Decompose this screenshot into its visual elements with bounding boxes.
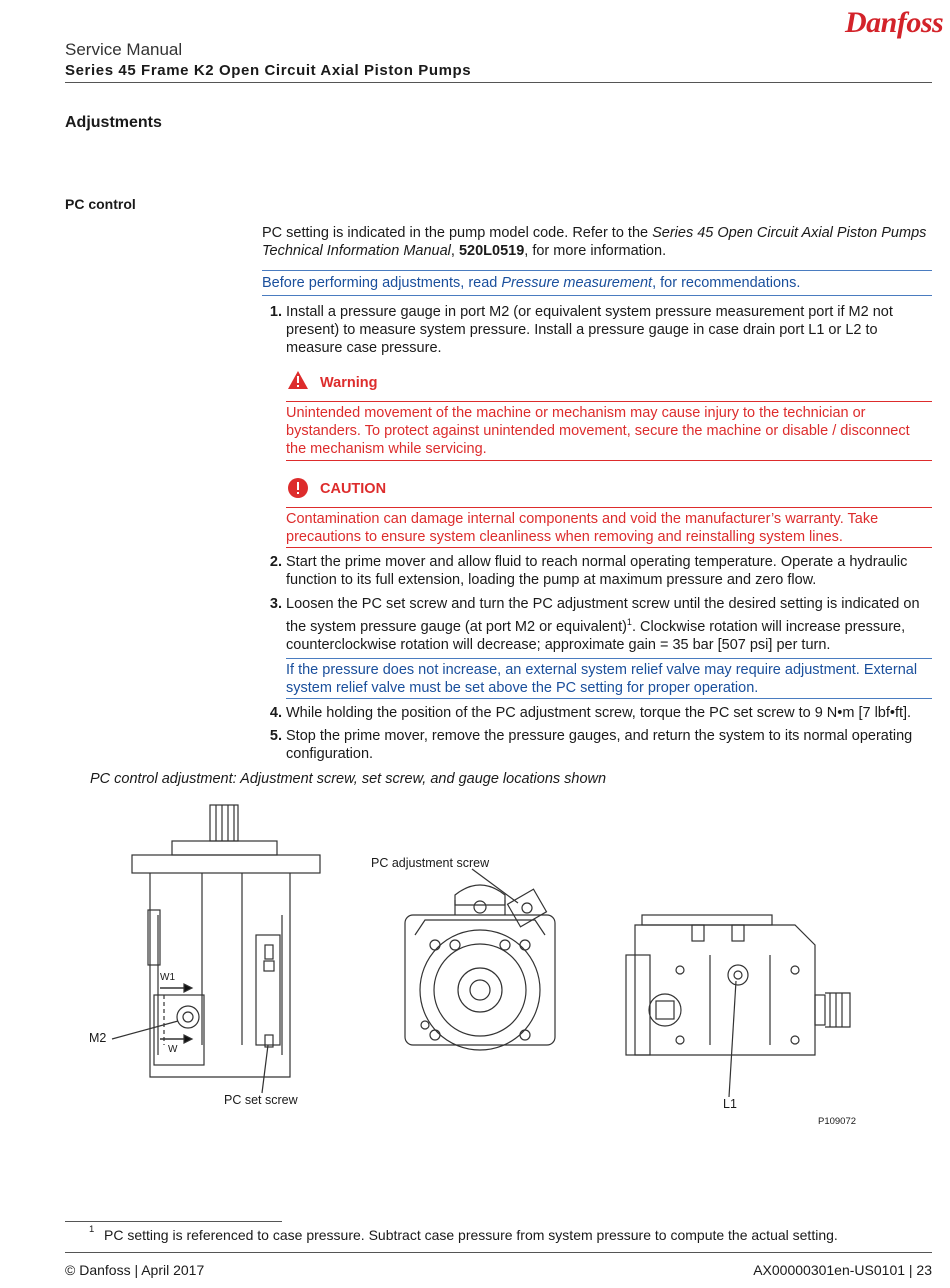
exclamation-circle-icon — [287, 477, 309, 499]
footnote-ref: 1 — [626, 617, 632, 627]
footer-doc-number: AX00000301en-US0101 | 23 — [753, 1262, 932, 1278]
m2-label: M2 — [89, 1031, 107, 1045]
intro-paragraph — [262, 224, 927, 260]
pump-side-view — [132, 805, 320, 1077]
warning-triangle-icon — [287, 370, 309, 390]
note1-pre: Before performing adjustments, read — [262, 275, 502, 291]
step-2-number: 2. — [269, 554, 282, 570]
note2-bottom-rule — [286, 698, 932, 699]
warning-bottom-rule — [286, 460, 932, 461]
caution-text: Contamination can damage internal components and void the manufacturer’s warranty. Take precautions to ensure system cleanliness when removing and reinstalling system lines. — [286, 511, 879, 545]
step-1-number: 1. — [269, 304, 282, 320]
danfoss-logo: Danfoss — [845, 6, 944, 39]
header-rule — [65, 82, 932, 83]
doc-title: Series 45 Frame K2 Open Circuit Axial Piston Pumps — [65, 62, 472, 79]
pc-adjustment-screw-leader — [472, 869, 518, 903]
footer-rule — [65, 1252, 932, 1253]
caution-bottom-rule — [286, 547, 932, 548]
intro-post: , for more information. — [524, 243, 667, 259]
doc-type: Service Manual — [65, 40, 183, 59]
intro-ref-title: Series 45 Open Circuit Axial Piston Pumps Technical Information Manual — [262, 225, 927, 259]
note1-bottom-rule — [262, 295, 932, 296]
step-4-text: While holding the position of the PC adjustment screw, torque the PC set screw to 9 N•m [7 lbf•ft]. — [286, 705, 912, 721]
intro-pre: PC setting is indicated in the pump model code. Refer to the — [262, 225, 653, 241]
step-3-number: 3. — [269, 596, 282, 612]
pump-illustration — [60, 795, 880, 1135]
subsection-title: PC control — [65, 196, 136, 212]
pc-set-screw-label: PC set screw — [224, 1093, 298, 1107]
step-5-number: 5. — [269, 728, 282, 744]
m2-leader — [112, 1021, 178, 1039]
note1-top-rule — [262, 270, 932, 271]
caution-top-rule — [286, 507, 932, 508]
step-3-text — [286, 595, 931, 654]
figure-caption: PC control adjustment: Adjustment screw, set screw, and gauge locations shown — [90, 771, 607, 787]
step-1-text: Install a pressure gauge in port M2 (or equivalent system pressure measurement port if M2 not present) to measure system pressure. Install a pressure gauge in case drain port L1 or L2 to measure case pressure. — [286, 304, 893, 356]
pc-set-screw-leader — [262, 1045, 268, 1093]
w-label: W — [168, 1044, 178, 1055]
step-3-text-a: Loosen the PC set screw and turn the PC adjustment screw until the desired setting is indicated on the system pressure gauge (at port M2 or equivalent) — [286, 596, 920, 635]
pump-front-view — [405, 885, 555, 1050]
l1-leader — [729, 981, 736, 1097]
note-relief-valve: If the pressure does not increase, an external system relief valve may require adjustment. External system relief valve must be set above the PC setting for proper operation. — [286, 662, 918, 696]
step-3-text-b: . Clockwise rotation will increase pressure, counterclockwise rotation will decrease; approximate gain = 35 bar [507 psi] per turn. — [286, 618, 906, 653]
warning-top-rule — [286, 401, 932, 402]
intro-ref-number: 520L0519 — [458, 243, 525, 259]
note1-post: , for recommendations. — [652, 275, 801, 291]
warning-text: Unintended movement of the machine or mechanism may cause injury to the technician or bystanders. To protect against unintended movement, secure the machine or disable / disconnect the mechanism while servicing. — [286, 405, 910, 457]
section-title: Adjustments — [65, 114, 162, 131]
w1-label: W1 — [160, 972, 175, 983]
footnote-mark: 1 — [89, 1224, 95, 1235]
intro-sep: , — [450, 243, 459, 259]
step-5-text: Stop the prime mover, remove the pressure gauges, and return the system to its normal operating configuration. — [286, 728, 913, 762]
pressure-measurement-link[interactable]: Pressure measurement — [501, 275, 653, 291]
note2-top-rule — [286, 658, 932, 659]
step-2-text: Start the prime mover and allow fluid to reach normal operating temperature. Operate a hydraulic function to its full extension, loading the pump at maximum pressure and zero flow. — [286, 554, 908, 588]
pump-rear-view — [626, 915, 850, 1055]
caution-title: CAUTION — [320, 481, 387, 497]
step-4-number: 4. — [269, 705, 282, 721]
note-read-pressure — [262, 274, 932, 292]
figure-id: P109072 — [818, 1116, 857, 1127]
footnote-text: PC setting is referenced to case pressure. Subtract case pressure from system pressure to compute the actual setting. — [104, 1227, 838, 1243]
warning-title: Warning — [320, 375, 378, 391]
pc-adjustment-screw-label: PC adjustment screw — [371, 856, 490, 870]
footnote-rule — [65, 1221, 282, 1222]
l1-label: L1 — [723, 1097, 737, 1111]
footer-copyright: © Danfoss | April 2017 — [65, 1262, 205, 1278]
